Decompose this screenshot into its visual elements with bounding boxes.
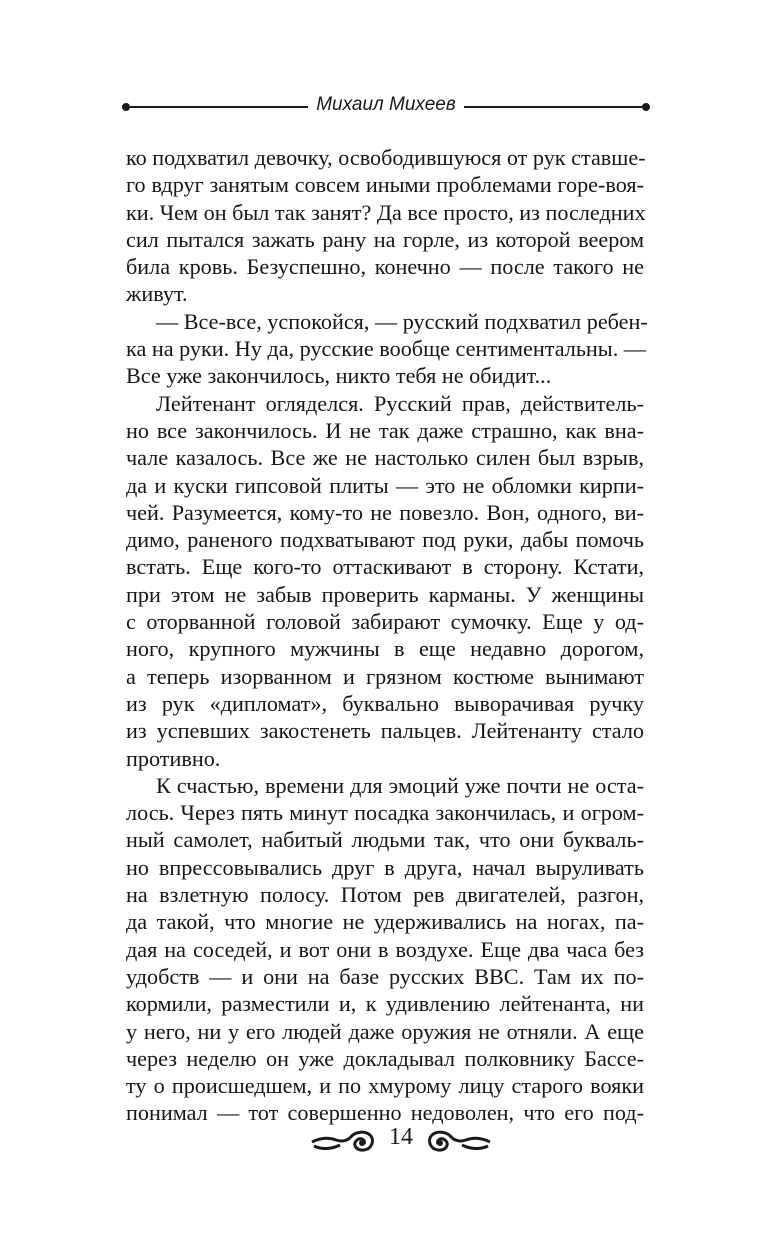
running-header	[122, 92, 650, 122]
text-line: била кровь. Безуспешно, конечно — после такого не	[126, 254, 644, 280]
header-rule-right	[464, 106, 642, 108]
text-line: но все закончилось. И не так даже страшно, как вна-	[126, 417, 644, 443]
text-line: а теперь изорванном и грязном костюме вынимают	[126, 663, 644, 689]
ornament-right-icon	[426, 1124, 492, 1154]
text-line: на взлетную полосу. Потом рев двигателей, разгон,	[126, 882, 644, 908]
ornament-left-icon	[310, 1124, 376, 1154]
text-line: сил пытался зажать рану на горле, из которой веером	[126, 226, 644, 252]
author-name: Михаил Михеев	[316, 94, 456, 115]
page-footer	[310, 1120, 490, 1160]
text-line: живут.	[126, 281, 188, 307]
text-line: через неделю он уже докладывал полковнику Бассе-	[126, 1045, 644, 1071]
text-line: дая на соседей, и вот они в воздухе. Еще два часа без	[126, 936, 644, 962]
header-dot-left	[122, 103, 130, 111]
text-line: с оторванной головой забирают сумочку. Еще у од-	[126, 609, 644, 635]
page-number: 14	[389, 1124, 413, 1150]
text-line: но впрессовывались друг в друга, начал выруливать	[126, 854, 644, 880]
text-line: чале казалось. Все же не настолько силен был взрыв,	[126, 445, 644, 471]
text-line: из успевших закостенеть пальцев. Лейтенанту стало	[126, 718, 644, 744]
text-line: го вдруг занятым совсем иными проблемами горе-воя-	[126, 172, 644, 198]
text-line: ка на руки. Ну да, русские вообще сентиментальны. —	[126, 336, 646, 362]
header-rule-left	[130, 106, 308, 108]
text-line: у него, ни у его людей даже оружия не отняли. А еще	[126, 1018, 644, 1044]
paragraph-start: Лейтенант огляделся. Русский прав, действитель-	[156, 390, 644, 416]
text-line: ного, крупного мужчины в еще недавно дорогом,	[126, 636, 644, 662]
text-line: лось. Через пять минут посадка закончилась, и огром-	[126, 800, 644, 826]
text-line: ко подхватил девочку, освободившуюся от рук ставше-	[126, 145, 646, 170]
text-line: да такой, что многие не удерживались на ногах, па-	[126, 909, 644, 935]
header-dot-right	[642, 103, 650, 111]
text-line: чей. Разумеется, кому-то не повезло. Вон, одного, ви-	[126, 499, 644, 525]
text-line: да и куски гипсовой плиты — это не обломки кирпи-	[126, 472, 644, 498]
paragraph-start: — Все-все, успокойся, — русский подхватил ребен-	[156, 308, 648, 334]
text-line: удобств — и они на базе русских ВВС. Там их по-	[126, 963, 644, 989]
text-line: ки. Чем он был так занят? Да все просто, из последних	[126, 199, 646, 225]
text-line: из рук «дипломат», буквально выворачивая ручку	[126, 690, 644, 716]
paragraph-start: К счастью, времени для эмоций уже почти не оста-	[156, 772, 644, 798]
text-line: Все уже закончилось, никто тебя не обидит...	[126, 363, 552, 389]
text-line: при этом не забыв проверить карманы. У женщины	[126, 581, 644, 607]
text-line: встать. Еще кого-то оттаскивают в сторону. Кстати,	[126, 554, 644, 580]
text-line: ту о происшедшем, и по хмурому лицу старого вояки	[126, 1073, 644, 1099]
text-line: понимал — тот совершенно недоволен, что его под-	[126, 1100, 644, 1126]
text-line: кормили, разместили и, к удивлению лейтенанта, ни	[126, 991, 644, 1017]
body-text	[126, 144, 648, 1127]
text-line: димо, раненого подхватывают под руки, дабы помочь	[126, 527, 644, 553]
text-line: ный самолет, набитый людьми так, что они букваль-	[126, 827, 644, 853]
text-line: противно.	[126, 745, 221, 771]
